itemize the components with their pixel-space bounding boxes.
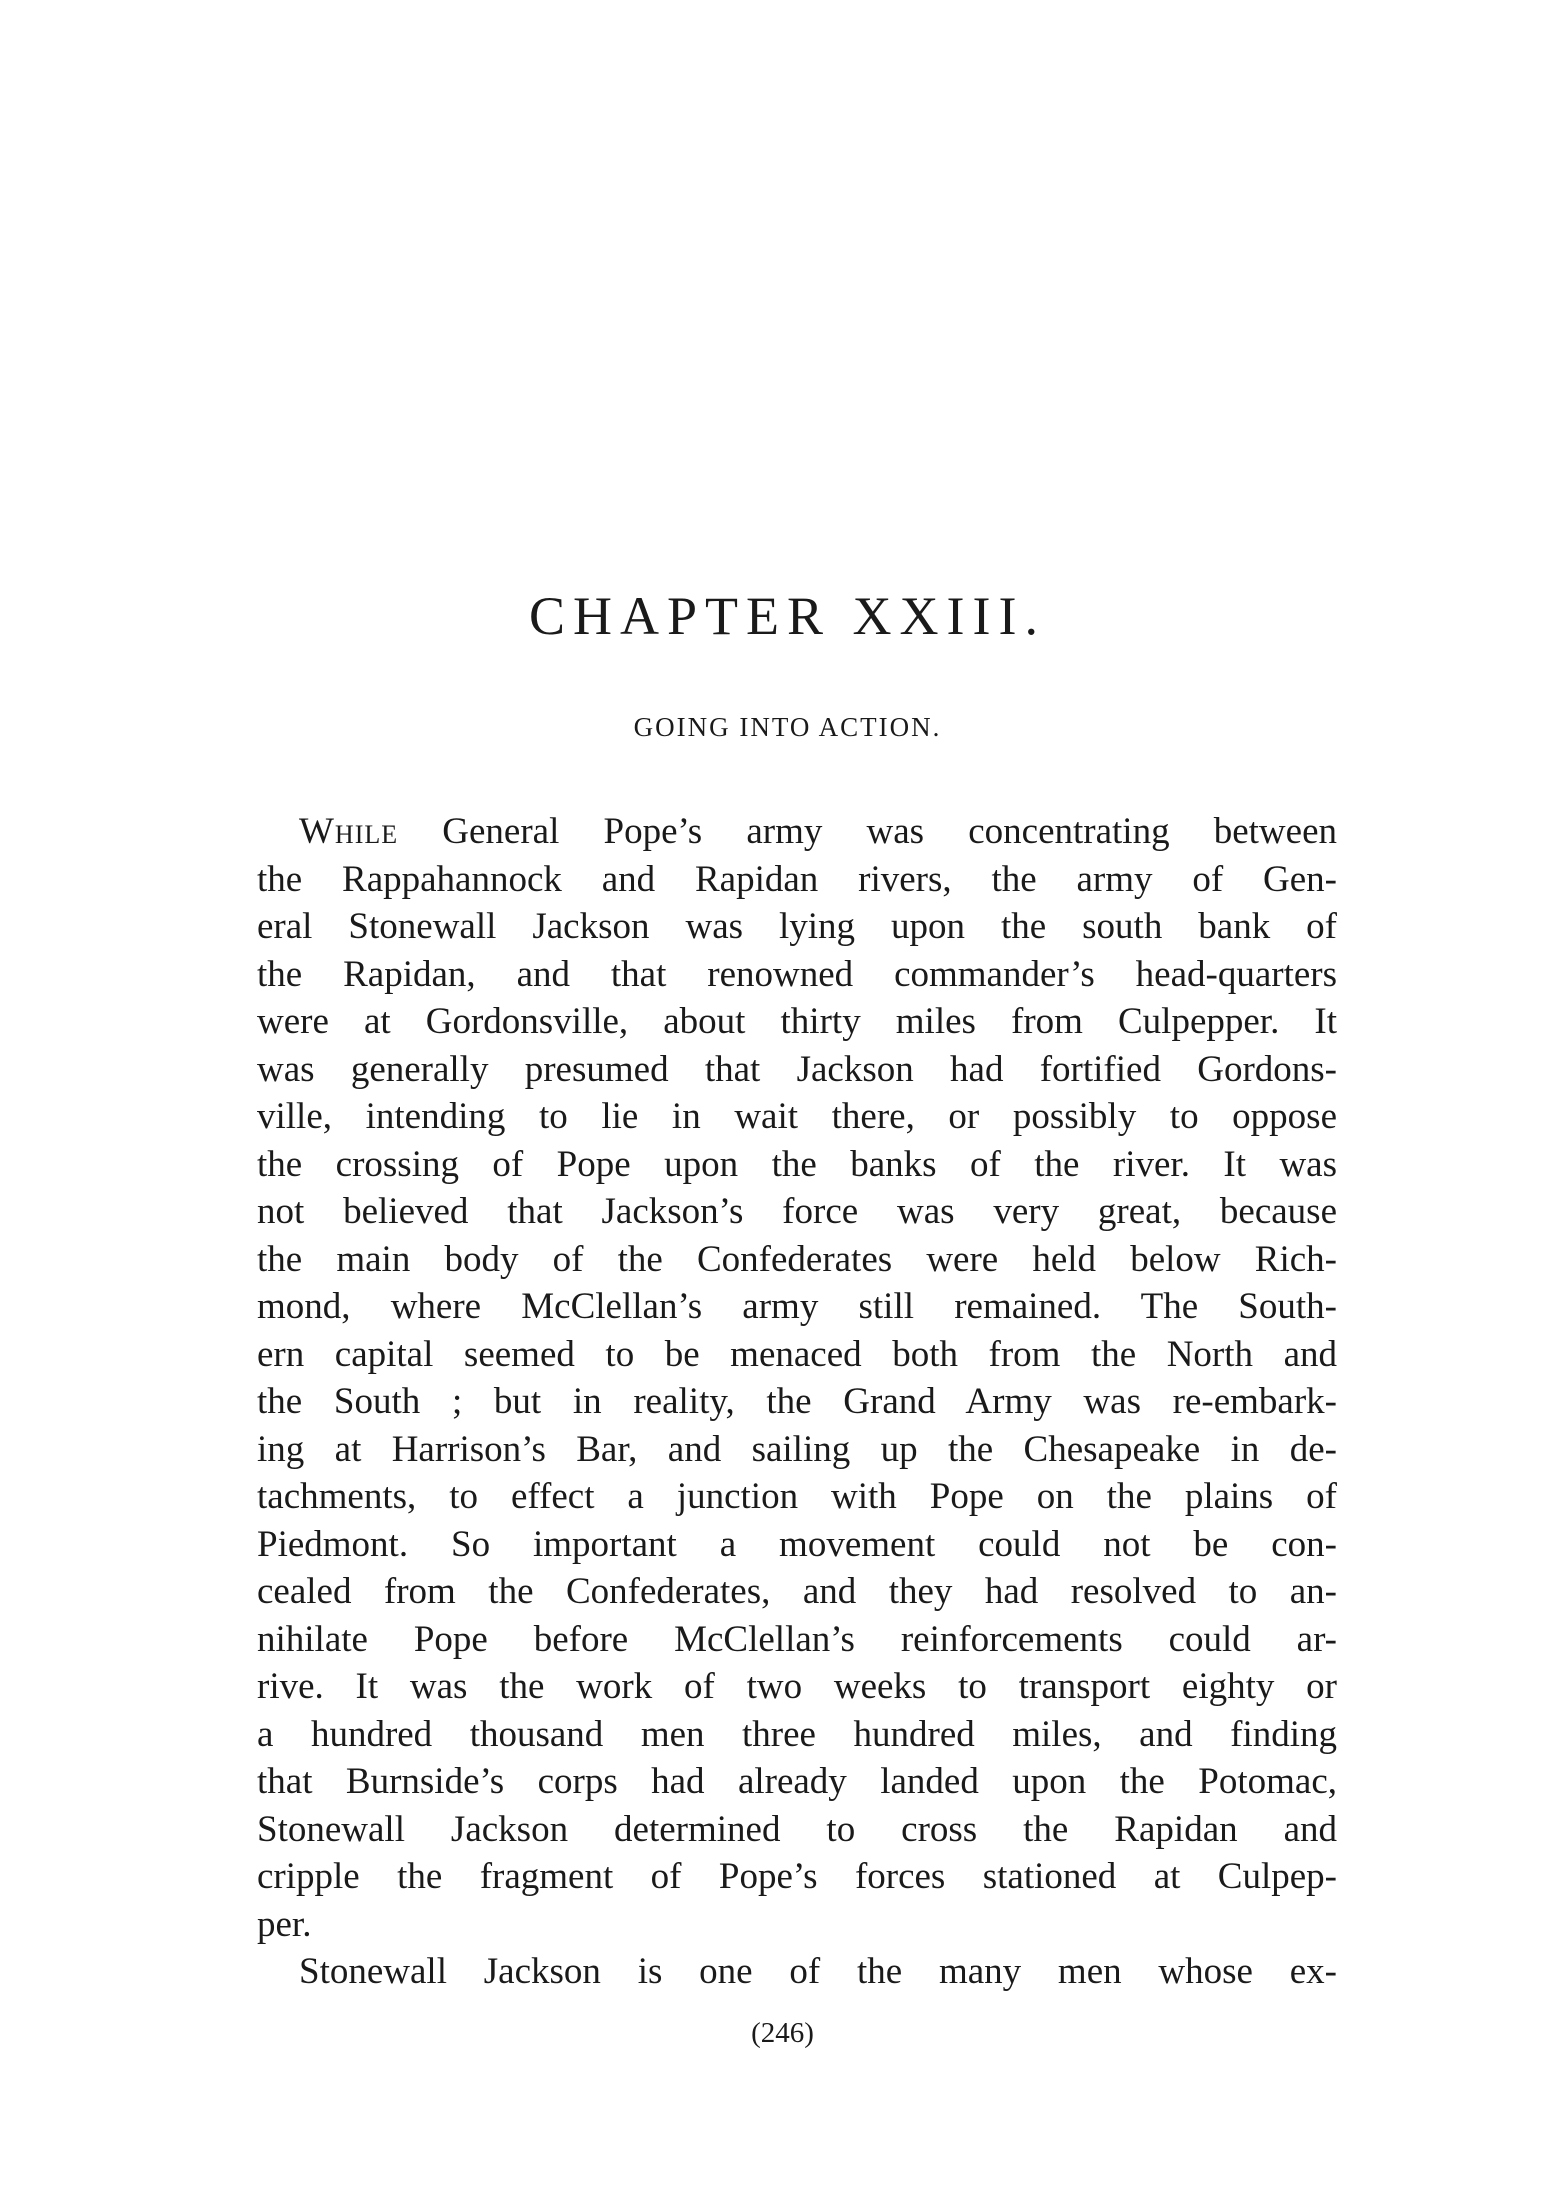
text-line: Stonewall Jackson determined to cross the Rapidan and — [257, 1808, 1337, 1850]
text-line: eral Stonewall Jackson was lying upon the south bank of — [257, 906, 1337, 947]
text-line: ville, intending to lie in wait there, or possibly to oppose — [257, 1096, 1337, 1137]
text-line: the crossing of Pope upon the banks of the river. It was — [257, 1143, 1337, 1185]
text-line: the Rappahannock and Rapidan rivers, the army of Gen- — [257, 858, 1337, 900]
text-line: was generally presumed that Jackson had fortified Gordons- — [257, 1048, 1337, 1090]
chapter-title: CHAPTER XXIII. — [529, 586, 1046, 646]
text-line: not believed that Jackson’s force was very great, because — [257, 1191, 1337, 1232]
text-line-content: General Pope’s army was concentrating between — [398, 811, 1337, 852]
text-line: the South ; but in reality, the Grand Army was re-embark- — [257, 1381, 1337, 1422]
text-line: cealed from the Confederates, and they had resolved to an- — [257, 1571, 1337, 1612]
text-line: rive. It was the work of two weeks to transport eighty or — [257, 1666, 1337, 1707]
text-line: Piedmont. So important a movement could not be con- — [257, 1523, 1337, 1565]
text-line: cripple the fragment of Pope’s forces stationed at Culpep- — [257, 1856, 1337, 1897]
text-line — [257, 808, 1337, 856]
lead-word: While — [299, 811, 399, 852]
text-line: mond, where McClellan’s army still remained. The South- — [257, 1286, 1337, 1327]
text-line: the main body of the Confederates were held below Rich- — [257, 1238, 1337, 1280]
text-line: ing at Harrison’s Bar, and sailing up the Chesapeake in de- — [257, 1428, 1337, 1470]
text-line: tachments, to effect a junction with Pope on the plains of — [257, 1476, 1337, 1517]
text-line: that Burnside’s corps had already landed upon the Potomac, — [257, 1761, 1337, 1802]
text-line: per. — [257, 1903, 312, 1945]
chapter-subtitle: GOING INTO ACTION. — [633, 712, 942, 742]
text-line: ern capital seemed to be menaced both from the North and — [257, 1333, 1337, 1375]
text-line: the Rapidan, and that renowned commander’s head-quarters — [257, 953, 1337, 995]
body-text — [257, 808, 1337, 1996]
text-line: nihilate Pope before McClellan’s reinforcements could ar- — [257, 1618, 1337, 1660]
page-number: (246) — [751, 2017, 814, 2049]
text-line: Stonewall Jackson is one of the many men whose ex- — [299, 1951, 1337, 1992]
text-line: a hundred thousand men three hundred miles, and finding — [257, 1713, 1337, 1755]
text-line: were at Gordonsville, about thirty miles from Culpepper. It — [257, 1001, 1337, 1042]
